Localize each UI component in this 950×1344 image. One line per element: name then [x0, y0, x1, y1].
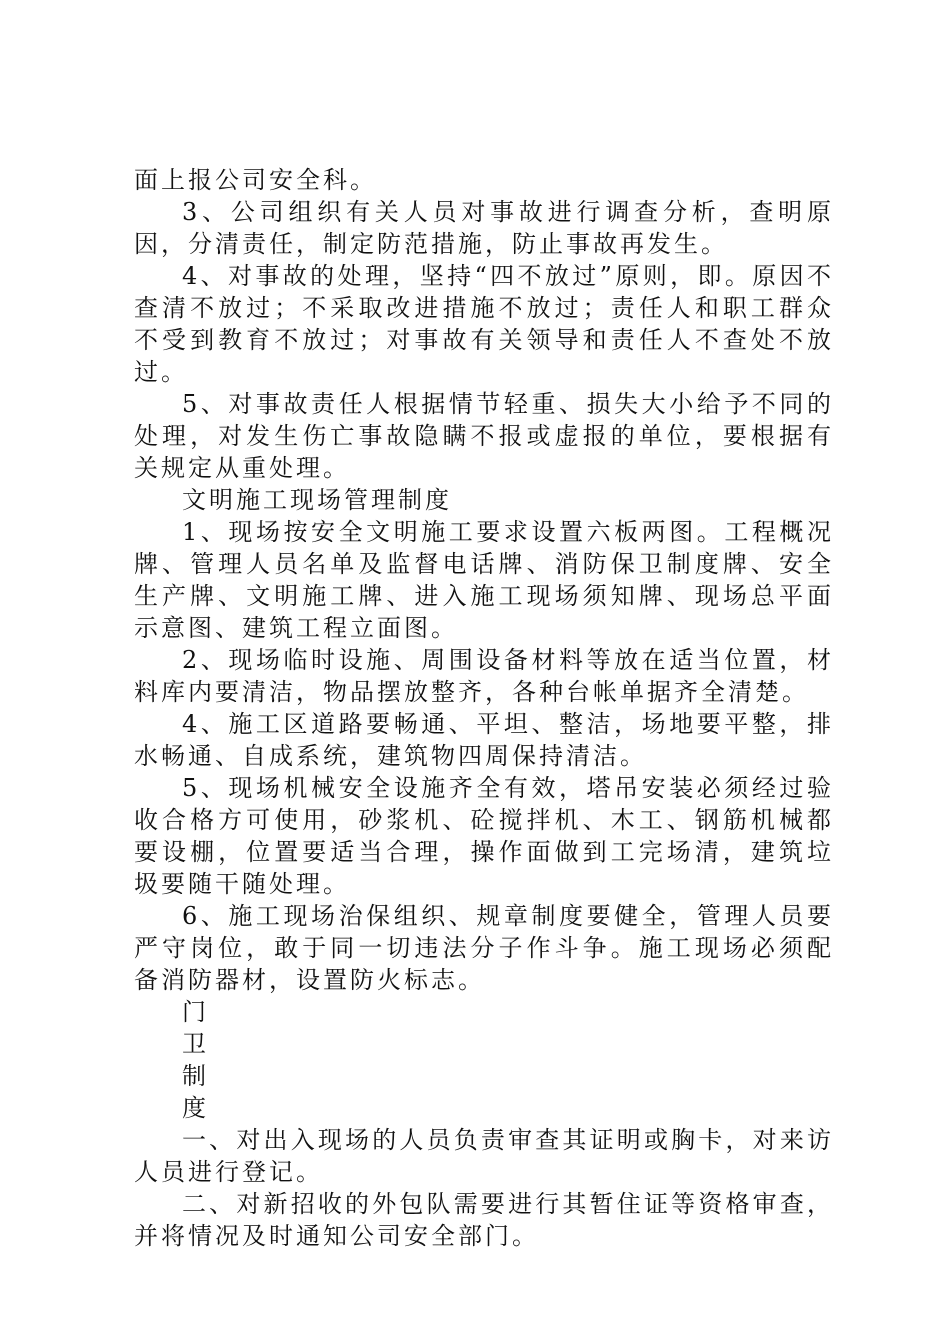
section1-paragraph-2: 2、现场临时设施、周围设备材料等放在适当位置，材料库内要清洁，物品摆放整齐，各种台帐单据齐全清楚。	[134, 646, 834, 706]
section-title-char: 制	[182, 1062, 206, 1090]
section1-paragraph-4: 4、施工区道路要畅通、平坦、整洁，场地要平整，排水畅通、自成系统，建筑物四周保持清洁。	[134, 710, 834, 770]
section-title-civilized-construction: 文明施工现场管理制度	[182, 486, 452, 514]
paragraph-item-3: 3、公司组织有关人员对事故进行调查分析，查明原因，分清责任，制定防范措施，防止事故再发生。	[134, 198, 834, 258]
section-title-char: 度	[182, 1094, 206, 1122]
section2-paragraph-1: 一、对出入现场的人员负责审查其证明或胸卡，对来访人员进行登记。	[134, 1126, 834, 1186]
section2-paragraph-2: 二、对新招收的外包队需要进行其暂住证等资格审查，并将情况及时通知公司安全部门。	[134, 1190, 834, 1250]
section1-paragraph-1: 1、现场按安全文明施工要求设置六板两图。工程概况牌、管理人员名单及监督电话牌、消防保卫制度牌、安全生产牌、文明施工牌、进入施工现场须知牌、现场总平面示意图、建筑工程立面图。	[134, 518, 834, 642]
document-body	[134, 164, 834, 1252]
section-title-gate-guard	[134, 996, 834, 1124]
paragraph-item-5: 5、对事故责任人根据情节轻重、损失大小给予不同的处理，对发生伤亡事故隐瞒不报或虚报的单位，要根据有关规定从重处理。	[134, 390, 834, 482]
paragraph-continuation: 面上报公司安全科。	[134, 166, 377, 194]
section-title-char: 卫	[182, 1030, 206, 1058]
section1-paragraph-6: 6、施工现场治保组织、规章制度要健全，管理人员要严守岗位，敢于同一切违法分子作斗争。施工现场必须配备消防器材，设置防火标志。	[134, 902, 834, 994]
section1-paragraph-5: 5、现场机械安全设施齐全有效，塔吊安装必须经过验收合格方可使用，砂浆机、砼搅拌机、木工、钢筋机械都要设棚，位置要适当合理，操作面做到工完场清，建筑垃圾要随干随处理。	[134, 774, 834, 898]
section-title-char: 门	[182, 998, 206, 1026]
paragraph-item-4: 4、对事故的处理，坚持“四不放过”原则，即。原因不查清不放过；不采取改进措施不放过；责任人和职工群众不受到教育不放过；对事故有关领导和责任人不查处不放过。	[134, 262, 834, 386]
